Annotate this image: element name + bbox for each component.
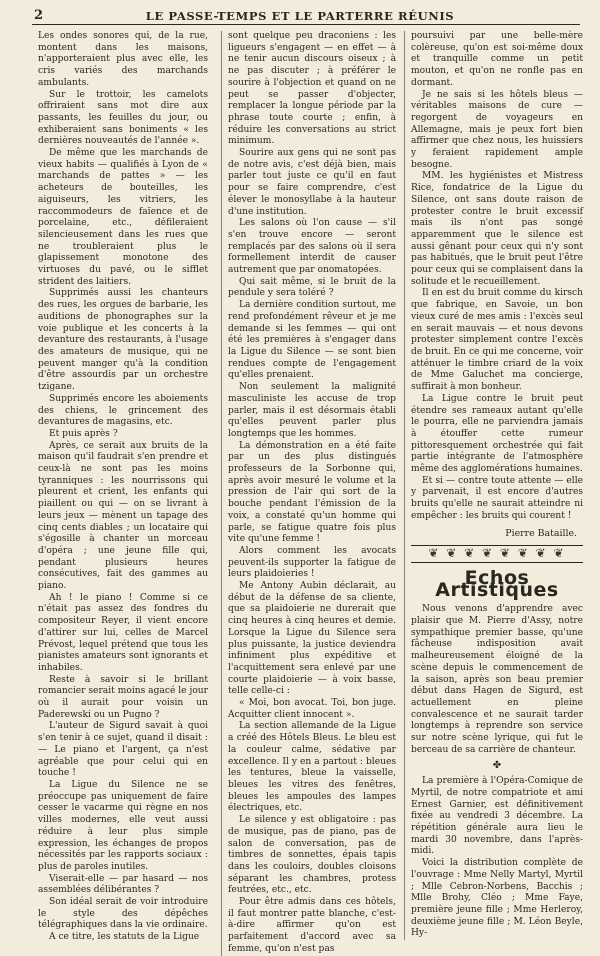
ornamental-divider [411,545,583,563]
paragraph: Alors comment les avocats peuvent-ils supporter la fatigue de leurs plaidoieries ! [228,545,396,580]
section-title: Echos Artistiques [435,566,559,601]
paragraph: Sourire aux gens qui ne sont pas de notre avis, c'est déjà bien, mais parler tout juste ce qu'il en faut pour se faire comprendre, c'est élever le monosyllabe à la hauteur d'une institution. [228,148,396,217]
paragraph: L'auteur de Sigurd savait à quoi s'en tenir à ce sujet, quand il disait : — Le piano et l'argent, ça n'est agréable que pour celui qui en touche ! [38,721,208,779]
paragraph: sont quelque peu draconiens : les ligueurs s'engagent — en effet — à ne tenir aucun discours oiseux ; à ne pas discuter ; à préférer le sourire à l'objection et quand on ne peut se passer d'objecter, remplacer la longue période par la phrase toute courte ; enfin, à réduire les conversations au strict minimum. [228,31,396,147]
paragraph: Les ondes sonores qui, de la rue, montent dans les maisons, n'apporteraient plus avec elle, les cris variés des marchands ambulants. [38,31,208,88]
page-number: 2 [34,8,44,23]
paragraph: Il en est du bruit comme du kirsch que fabrique, en Savoie, un bon vieux curé de mes amis : l'excès seul en serait mauvais — et nous devons protester simplement contre l'excès de bruit. En ce qui me concerne, voir atténuer le timbre criard de la voix de Mme Galuchet ma concierge, suffirait à mon bonheur. [411,288,583,393]
paragraph: Les salons où l'on cause — s'il s'en trouve encore — seront remplacés par des salons où il sera formellement interdit de causer autrement que par onomatopées. [228,218,396,276]
paragraph: Viserait-elle — par hasard — nos assemblées délibérantes ? [38,873,208,896]
paragraph: poursuivi par une belle-mère colèreuse, qu'on est soi-même doux et tranquille comme un petit mouton, et qu'on ne ronfle pas en dormant. [411,31,583,88]
paragraph: La Ligue du Silence ne se préoccupe pas uniquement de faire cesser le vacarme qui règne en nos villes modernes, elle veut aussi réduire à leur plus simple expression, les échanges de propos nécessités par les rapports sociaux : plus de paroles inutiles. [38,780,208,872]
paragraph: Je ne sais si les hôtels bleus — véritables maisons de cure — regorgent de voyageurs en Allemagne, mais je peux fort bien affirmer que chez nous, les huissiers y feraient rapidement ample besogne. [411,89,583,170]
column-1 [38,31,208,944]
paragraph: La première à l'Opéra-Comique de Myrtil, de notre compatriote et ami Ernest Garnier, est définitivement fixée au vendredi 3 décembre. La répétition générale aura lieu le mardi 30 novembre, dans l'après-midi. [411,776,583,857]
paragraph: Voici la distribution complète de l'ouvrage : Mme Nelly Martyl, Myrtil ; Mlle Cebron-Norbens, Bacchis ; Mlle Brohy, Cléo ; Mme Faye, première jeune fille ; Mme Herleroy, deuxième jeune fille ; M. Léon Beyle, Hy- [411,858,583,939]
paragraph: Pour être admis dans ces hôtels, il faut montrer patte blanche, c'est-à-dire affirmer qu'on est parfaitement d'accord avec sa femme, qu'on n'est pas [228,897,396,954]
paragraph: Me Antony Aubin déclarait, au début de la défense de sa cliente, que sa plaidoierie ne durerait que cinq heures à cinq heures et demie. Lorsque la Ligue du Silence sera plus puissante, la justice deviendra infiniment plus expéditive et l'acquittement sera enlevé par une courte plaidoierie — à voix basse, telle celle-ci : [228,581,396,697]
header-rule [32,24,580,25]
paragraph: Supprimés encore les aboiements des chiens, le grincement des devantures de magasins, etc. [38,393,208,428]
column-3 [404,31,583,940]
paragraph: MM. les hygiénistes et Mistress Rice, fondatrice de la Ligue du Silence, ont sans doute raison de protester contre le bruit excessif mais ils n'ont pas songé apparemment que le silence est aussi gênant pour ceux qui n'y sont pas habitués, que le bruit peut l'être pour ceux qui se complaisent dans la solitude et le recueillement. [411,171,583,287]
paragraph: Après, ce serait aux bruits de la maison qu'il faudrait s'en prendre et ceux-là ne sont pas les moins tyranniques : les nourrissons qui pleurent et crient, les enfants qui piaillent ou qui — on se livrant à leurs jeux — mènent un tapage des cinq cents diables ; un locataire qui s'égosille à chanter un morceau d'opéra ; une jeune fille qui, pendant plusieurs heures consécutives, fait des gammes au piano. [38,440,208,592]
paragraph: Ah ! le piano ! Comme si ce n'était pas assez des fondres du compositeur Reyer, il vient encore d'attirer sur lui, celles de Marcel Prévost, lequel prétend que tous les pianistes amateurs sont ignorants et inhabiles. [38,592,208,673]
article-signature: Pierre Bataille. [505,527,577,539]
small-ornament: ✤ [492,760,502,772]
paragraph: Nous venons d'apprendre avec plaisir que M. Pierre d'Assy, notre sympathique premier basse, qu'une fâcheuse indisposition avait malheureusement éloigné de la scène depuis le commencement de la saison, après son beau premier début dans Hagen de Sigurd, est actuellement en pleine convalescence et ne saurait tarder longtemps à reprendre son service sur notre scène lyrique, qui fut le berceau de sa carrière de chanteur. [411,604,583,755]
paragraph: La Ligue contre le bruit peut étendre ses rameaux autant qu'elle le pourra, elle ne parviendra jamais à étouffer cette rumeur pittoresquement orchestrée qui fait partie intégrante de l'atmosphère même des agglomérations humaines. [411,393,583,475]
paragraph: Et si — contre toute attente — elle y parvenait, il est encore d'autres bruits qu'elle ne saurait atteindre ni empêcher : les bruits qui courent ! [411,475,583,521]
paragraph: Le silence y est obligatoire : pas de musique, pas de piano, pas de salon de conversation, pas de timbres de sonnettes, épais tapis dans les couloirs, doubles cloisons séparant les chambres, protess feutrées, etc., etc. [228,815,396,896]
paragraph: Supprimés aussi les chanteurs des rues, les orgues de barbarie, les auditions de phonographes sur la voie publique et les concerts à la devanture des restaurants, à l'usage des amateurs de musique, qui ne peuvent manger qu'à la condition d'être assourdis par un orchestre tzigane. [38,288,208,393]
paragraph: Non seulement la malignité masculiniste les accuse de trop parler, mais il est désormais établi qu'elles peuvent parler plus longtemps que les hommes. [228,382,396,439]
paragraph: Sur le trottoir, les camelots offriraient sans mot dire aux passants, les feuilles du jour, ou exhiberaient sans boniments « les dernières nouveautés de l'année ». [38,89,208,147]
paragraph: Qui sait même, si le bruit de la pendule y sera toléré ? [228,276,396,299]
paragraph: « Moi, bon avocat. Toi, bon juge. Acquitter client innocent ». [228,698,396,720]
paragraph: De même que les marchands de vieux habits — qualifiés à Lyon de « marchands de pattes » — les acheteurs de bouteilles, les aiguiseurs, les vitriers, les raccommodeurs de faïence et de porcelaine, etc., défileraient silencieusement dans les rues que ne troubleraient plus le glapissement monotone des virtuoses du pavé, ou le sifflet strident des laitiers. [38,148,208,287]
paragraph: Son idéal serait de voir introduire le style des dépêches télégraphiques dans la vie ordinaire. [38,897,208,931]
paragraph: Et puis après ? [49,428,118,439]
paragraph: Reste à savoir si le brillant romancier serait moins agacé le jour où il aurait pour voisin un Paderewski ou un Pugno ? [38,674,208,720]
running-title: LE PASSE-TEMPS ET LE PARTERRE RÉUNIS [145,9,455,23]
paragraph: La démonstration en a été faite par un des plus distingués professeurs de la Sorbonne qui, après avoir mesuré le volume et la pression de l'air qui sort de la bouche pendant l'émission de la voix, a constaté qu'un homme qui parle, se fatigue quatre fois plus vite qu'une femme ! [228,440,396,545]
ornament-glyphs: ❦ ❦ ❦ ❦ ❦ ❦ ❦ ❦ [428,546,566,561]
page-header [0,0,600,26]
paragraph: La dernière condition surtout, me rend profondément rêveur et je me demande si les femmes — qui ont été les premières à s'engager dans la Ligue du Silence — se sont bien rendues compte de l'engagement qu'elles prenaient. [228,300,396,381]
column-2 [221,31,396,956]
paragraph: A ce titre, les statuts de la Ligue [49,932,200,943]
paragraph: La section allemande de la Ligue a créé des Hôtels Bleus. Le bleu est la couleur calme, sédative par excellence. Il y en a partout : bleues les tentures, bleue la vaisselle, bleues les vitres des fenêtres, bleues les ampoules des lampes électriques, etc. [228,721,396,814]
divider-line [411,562,583,563]
